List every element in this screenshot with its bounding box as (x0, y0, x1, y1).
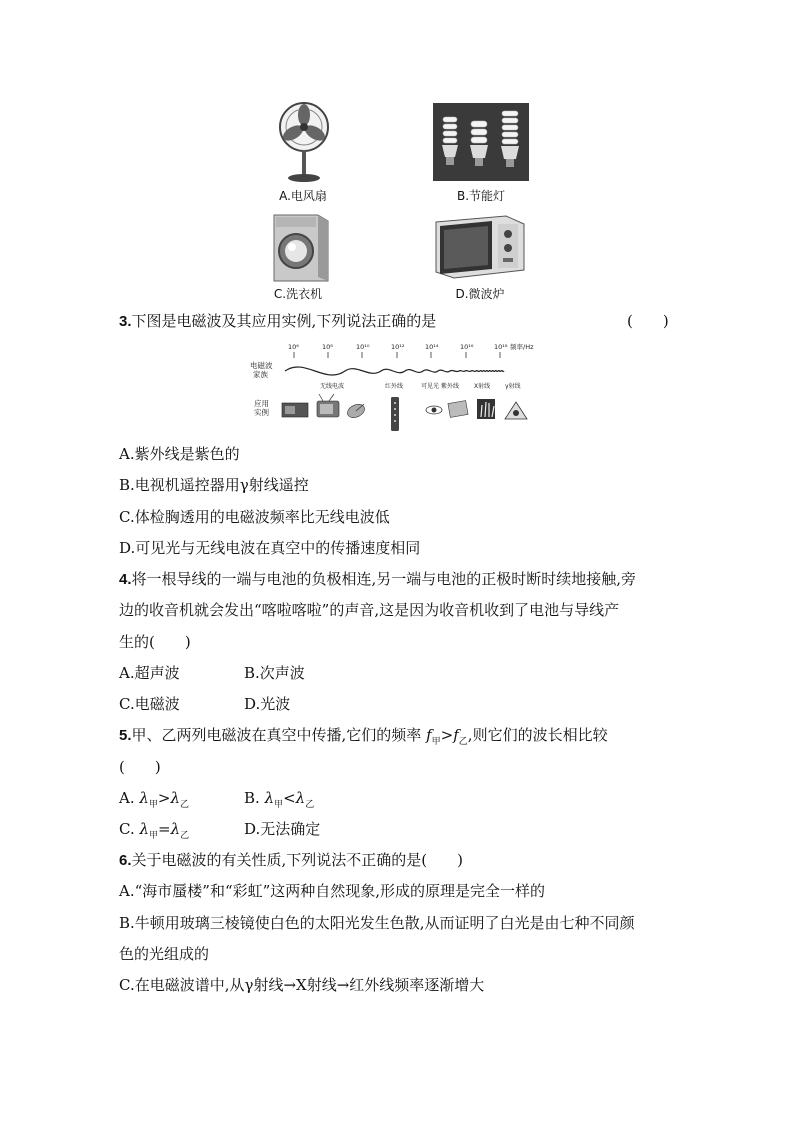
question-5-bracket: ( ) (119, 758, 161, 776)
question-4-line-1: 4.将一根导线的一端与电池的负极相连,另一端与电池的正极时断时续地接触,旁 (119, 570, 637, 588)
lamp-caption: B.节能灯 (456, 189, 506, 203)
em-wave (285, 367, 504, 375)
freq-label-1e10: 10¹⁰ (356, 343, 370, 351)
q3-option-b: B.电视机遥控器用γ射线遥控 (119, 476, 309, 494)
freq-label-1e8: 10⁸ (322, 343, 333, 351)
q4-option-d: D.光波 (244, 695, 291, 713)
freq-label-1e16: 10¹⁶ (460, 343, 474, 351)
fan-image (272, 100, 336, 184)
question-3-answer-bracket: ( ) (627, 312, 669, 330)
question-6-number: 6. (119, 852, 132, 869)
q5-option-c: C. $\lambda_甲=\lambda_乙$ (119, 820, 190, 841)
frequency-unit: 频率/Hz (510, 343, 534, 351)
question-5-number: 5. (119, 727, 132, 744)
question-4-line-3: 生的( ) (119, 633, 191, 651)
question-4-number: 4. (119, 571, 132, 588)
freq-label-1e14: 10¹⁴ (425, 343, 439, 351)
question-3-stem: 3.下图是电磁波及其应用实例,下列说法正确的是 (119, 312, 437, 330)
band-radio: 无线电波 (320, 383, 345, 390)
q4-option-c: C.电磁波 (119, 695, 180, 713)
band-xray: X射线 (474, 383, 491, 390)
q6-option-b-line-1: B.牛顿用玻璃三棱镜使白色的太阳光发生色散,从而证明了白光是由七种不同颜 (119, 914, 635, 932)
band-infrared: 红外线 (385, 383, 404, 390)
lamps-image (433, 103, 529, 181)
freq-label-1e12: 10¹² (391, 343, 405, 351)
row-label-family-a: 电磁波 (250, 361, 273, 370)
q3-option-d: D.可见光与无线电波在真空中的传播速度相同 (119, 539, 421, 557)
fan-caption: A.电风扇 (279, 189, 327, 203)
freq-label-1e6: 10⁶ (288, 343, 299, 351)
question-4-line-2: 边的收音机就会发出“喀啦喀啦”的声音,这是因为收音机收到了电池与导线产 (119, 601, 620, 619)
uv-sterilizer-icon (448, 401, 468, 418)
q6-option-b-line-2: 色的光组成的 (119, 945, 210, 963)
q5-option-a: A. $\lambda_甲>\lambda_乙$ (119, 789, 190, 810)
freq-label-1e18: 10¹⁸ (494, 343, 508, 351)
band-ultraviolet: 紫外线 (441, 383, 460, 390)
band-visible: 可见光 (421, 383, 440, 390)
q3-option-c: C.体检胸透用的电磁波频率比无线电波低 (119, 508, 390, 526)
question-5-stem: 5.甲、乙两列电磁波在真空中传播,它们的频率 $f_甲>f_乙$,则它们的波长相比较 (119, 726, 608, 747)
washer-image (268, 211, 332, 283)
row-label-examples-b: 实例 (254, 408, 269, 417)
question-3-number: 3. (119, 313, 132, 330)
q5-option-d: D.无法确定 (244, 820, 321, 838)
row-label-examples-a: 应用 (254, 399, 269, 408)
q6-option-a: A.“海市蜃楼”和“彩虹”这两种自然现象,形成的原理是完全一样的 (119, 882, 546, 900)
washer-caption: C.洗衣机 (273, 287, 323, 301)
band-gamma: γ射线 (505, 383, 521, 390)
microwave-image (434, 214, 526, 282)
q6-option-c: C.在电磁波谱中,从γ射线→X射线→红外线频率逐渐增大 (119, 976, 485, 994)
question-6-stem: 6.关于电磁波的有关性质,下列说法不正确的是( ) (119, 851, 463, 869)
q5-option-b: B. $\lambda_甲<\lambda_乙$ (244, 789, 315, 810)
spectrum-diagram (245, 333, 560, 435)
microwave-caption: D.微波炉 (455, 287, 505, 301)
q4-option-a: A.超声波 (119, 664, 180, 682)
row-label-family-b: 家族 (253, 370, 268, 379)
q3-option-a: A.紫外线是紫色的 (119, 445, 240, 463)
q4-option-b: B.次声波 (244, 664, 305, 682)
